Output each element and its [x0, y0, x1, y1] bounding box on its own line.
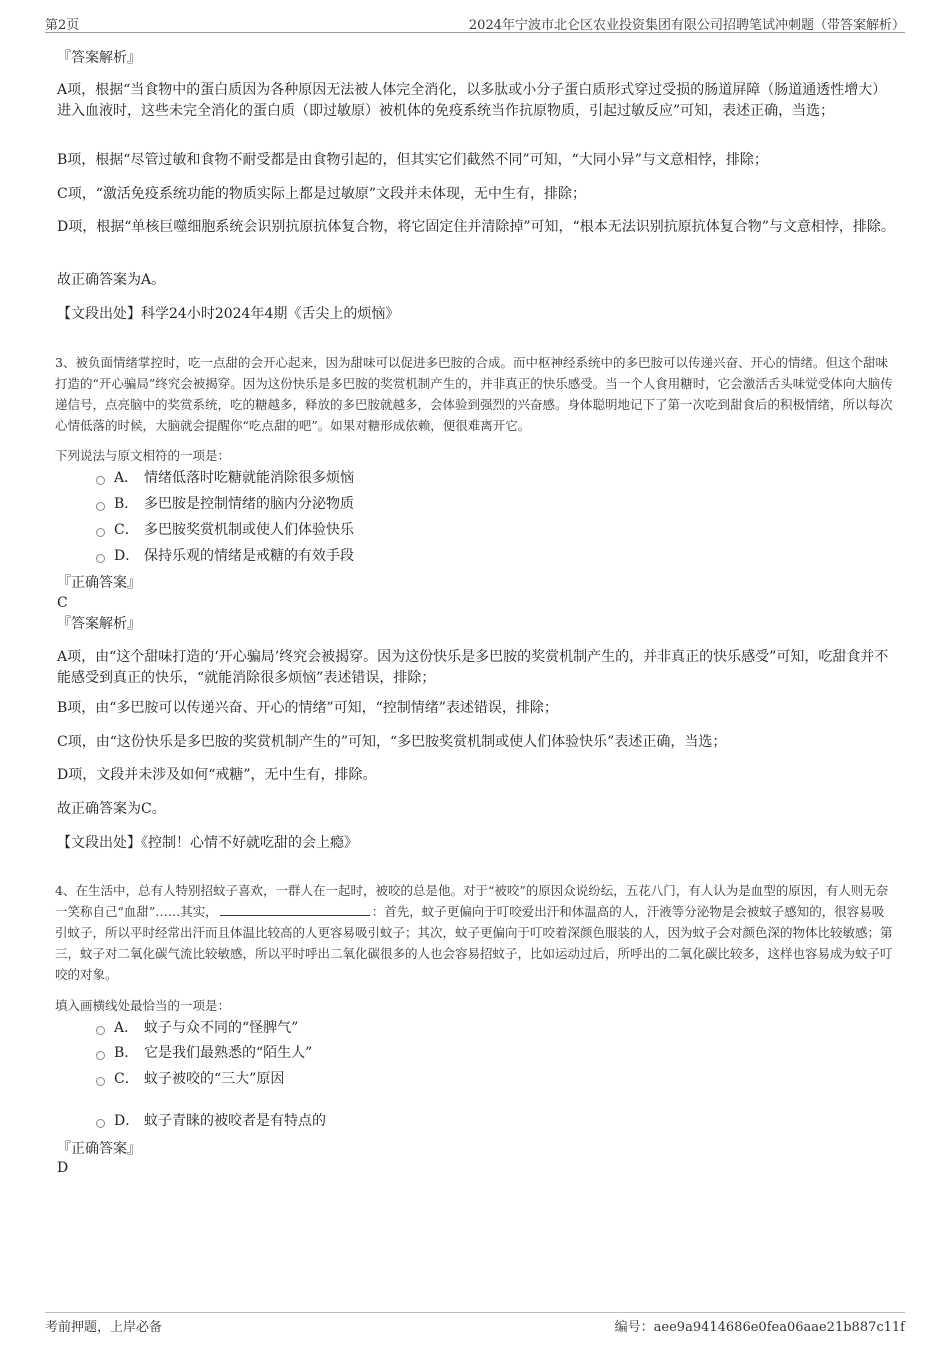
radio-icon[interactable]: [96, 528, 105, 537]
analysis-c: C项，由“这份快乐是多巴胺的奖赏机制产生的”可知，“多巴胺奖赏机制或使人们体验快乐”表述正确，当选；: [57, 734, 727, 750]
question-4-passage: 4、在生活中，总有人特别招蚊子喜欢，一群人在一起时，被咬的总是他。对于“被咬”的原因众说纷纭，五花八门，有人认为是血型的原因，有人则无奈一笑称自己“血甜”……其实， ：首先，蚊子更偏向于叮咬爱出汗和体温高的人，汗液等分泌物是会被蚊子感知的，很容易吸引蚊子，所以平时经常出汗而且体温比较高的人更容易吸引蚊子；其次，蚊子更偏向于叮咬着深颜色服装的人，因为蚊子会对颜色深的物体比较敏感；第三，蚊子对二氧化碳气流比较敏感，所以平时呼出二氧化碳很多的人也会容易招蚊子，比如运动过后，所呼出的二氧化碳比较多，这样也容易成为蚊子叮咬的对象。: [55, 882, 893, 982]
page-header: [45, 12, 905, 33]
analysis-b: B项，根据“尽管过敏和食物不耐受都是由食物引起的，但其实它们截然不同”可知，“大同小异”与文意相悖，排除；: [57, 152, 768, 168]
option-c[interactable]: C． 多巴胺奖赏机制或使人们体验快乐: [96, 520, 354, 540]
page-number: 第2页: [45, 18, 80, 33]
option-d[interactable]: D． 蚊子青睐的被咬者是有特点的: [96, 1111, 326, 1131]
source: 【文段出处】《控制！心情不好就吃甜的会上瘾》: [57, 835, 358, 851]
fill-blank: [220, 901, 370, 916]
page-footer: [45, 1312, 905, 1335]
analysis-d: D项，根据“单核巨噬细胞系统会识别抗原抗体复合物，将它固定住并清除掉”可知，“根本无法识别抗原抗体复合物”与文意相悖，排除。: [57, 219, 895, 235]
radio-icon[interactable]: [96, 1026, 105, 1035]
option-c[interactable]: C． 蚊子被咬的“三大”原因: [96, 1069, 284, 1089]
option-d[interactable]: D． 保持乐观的情绪是戒糖的有效手段: [96, 546, 354, 566]
option-a[interactable]: A． 情绪低落时吃糖就能消除很多烦恼: [96, 468, 354, 488]
document-title: 2024年宁波市北仑区农业投资集团有限公司招聘笔试冲刺题（带答案解析）: [468, 18, 905, 33]
source: 【文段出处】科学24小时2024年4期《舌尖上的烦恼》: [57, 306, 400, 322]
answer-value: D: [57, 1160, 69, 1176]
option-a[interactable]: A． 蚊子与众不同的“怪脾气”: [96, 1018, 298, 1038]
question-3-prompt: 下列说法与原文相符的一项是：: [55, 447, 231, 463]
conclusion: 故正确答案为C。: [57, 801, 166, 817]
analysis-a: A项，根据“当食物中的蛋白质因为各种原因无法被人体完全消化，以多肽或小分子蛋白质形式穿过受损的肠道屏障（肠道通透性增大）进入血液时，这些未完全消化的蛋白质（即过敏原）被机体的免疫系统当作抗原物质，引起过敏反应”可知，表述正确，当选；: [57, 82, 887, 119]
answer-label: 『正确答案』: [57, 1141, 141, 1157]
footer-slogan: 考前押题，上岸必备: [45, 1320, 163, 1335]
analysis-a: A项，由“这个甜味打造的‘开心骗局’终究会被揭穿。因为这份快乐是多巴胺的奖赏机制产生的，并非真正的快乐感受”可知，吃甜食并不能感受到真正的快乐，“就能消除很多烦恼”表述错误，排除；: [57, 649, 889, 686]
question-4-prompt: 填入画横线处最恰当的一项是：: [55, 997, 231, 1013]
document-id: 编号：aee9a9414686e0fea06aae21b887c11f: [614, 1320, 905, 1335]
analysis-label: 『答案解析』: [57, 50, 141, 66]
analysis-c: C项，“激活免疫系统功能的物质实际上都是过敏原”文段并未体现，无中生有，排除；: [57, 186, 587, 202]
radio-icon[interactable]: [96, 1119, 105, 1128]
analysis-d: D项，文段并未涉及如何“戒糖”，无中生有，排除。: [57, 767, 377, 783]
radio-icon[interactable]: [96, 476, 105, 485]
analysis-b: B项，由“多巴胺可以传递兴奋、开心的情绪”可知，“控制情绪”表述错误，排除；: [57, 700, 558, 716]
radio-icon[interactable]: [96, 1051, 105, 1060]
option-b[interactable]: B． 它是我们最熟悉的“陌生人”: [96, 1043, 312, 1063]
radio-icon[interactable]: [96, 554, 105, 563]
radio-icon[interactable]: [96, 1077, 105, 1086]
conclusion: 故正确答案为A。: [57, 272, 166, 288]
analysis-label: 『答案解析』: [57, 616, 141, 632]
question-3-passage: 3、被负面情绪掌控时，吃一点甜的会开心起来，因为甜味可以促进多巴胺的合成。而中枢神经系统中的多巴胺可以传递兴奋、开心的情绪。但这个甜味打造的“开心骗局”终究会被揭穿。因为这份快乐是多巴胺的奖赏机制产生的，并非真正的快乐感受。当一个人食用糖时，它会激活舌头味觉受体向大脑传递信号，点亮脑中的奖赏系统，吃的糖越多，释放的多巴胺就越多，会体验到强烈的兴奋感。身体聪明地记下了第一次吃到甜食后的积极情绪，所以每次心情低落的时候，大脑就会提醒你“吃点甜的吧”。如果对糖形成依赖，便很难离开它。: [55, 354, 893, 433]
answer-label: 『正确答案』: [57, 575, 141, 591]
option-b[interactable]: B． 多巴胺是控制情绪的脑内分泌物质: [96, 494, 354, 514]
answer-value: C: [57, 595, 68, 611]
radio-icon[interactable]: [96, 502, 105, 511]
